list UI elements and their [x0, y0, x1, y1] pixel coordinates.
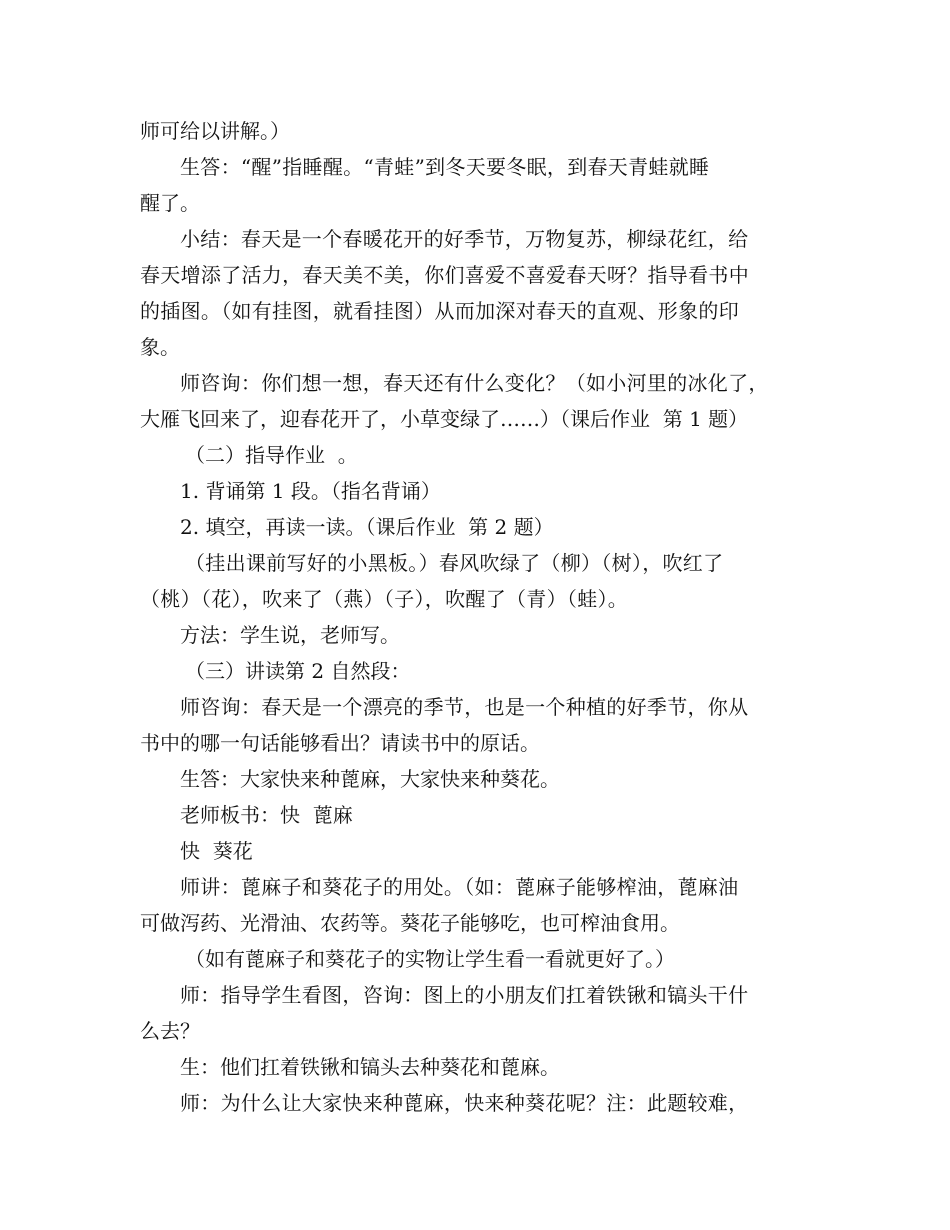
- paragraph-line: 师：为什么让大家快来种蓖麻，快来种葵花呢？注：此题较难，: [180, 1091, 749, 1115]
- paragraph-line: 师咨询：春天是一个漂亮的季节，也是一个种植的好季节，你从: [180, 695, 749, 719]
- paragraph-line: 师：指导学生看图，咨询：图上的小朋友们扛着铁锹和镐头干什: [180, 983, 749, 1007]
- paragraph-line: 春天增添了活力，春天美不美，你们喜爱不喜爱春天呀？指导看书中: [140, 263, 749, 287]
- paragraph-line: 2. 填空，再读一读。（课后作业 第 2 题）: [180, 515, 554, 539]
- paragraph-line: 生答：“醒”指睡醒。“青蛙”到冬天要冬眠，到春天青蛙就睡: [180, 155, 710, 179]
- paragraph-line: 1. 背诵第 1 段。（指名背诵）: [180, 479, 441, 503]
- section-heading: （三）讲读第 2 自然段：: [185, 659, 411, 683]
- paragraph-line: 生：他们扛着铁锹和镐头去种葵花和蓖麻。: [180, 1055, 560, 1079]
- paragraph-line: 方法：学生说，老师写。: [180, 623, 400, 647]
- section-heading: （二）指导作业 。: [185, 443, 358, 467]
- paragraph-line: 师可给以讲解。）: [140, 119, 290, 143]
- paragraph-line: 书中的哪一句话能够看出？请读书中的原话。: [140, 731, 540, 755]
- paragraph-line: 可做泻药、光滑油、农药等。葵花子能够吃，也可榨油食用。: [140, 911, 680, 935]
- document-body: [140, 113, 810, 1121]
- paragraph-line: 小结：春天是一个春暖花开的好季节，万物复苏，柳绿花红，给: [180, 227, 749, 251]
- paragraph-line: （桃）（花），吹来了（燕）（子），吹醒了（青）（蛙）。: [140, 587, 629, 611]
- paragraph-line: 的插图。（如有挂图，就看挂图）从而加深对春天的直观、形象的印: [140, 299, 739, 323]
- paragraph-line: 么去？: [140, 1019, 200, 1043]
- paragraph-line: 醒了。: [140, 191, 200, 215]
- paragraph-line: 师讲：蓖麻子和葵花子的用处。（如：蓖麻子能够榨油，蓖麻油: [180, 875, 739, 899]
- paragraph-line: （如有蓖麻子和葵花子的实物让学生看一看就更好了。）: [185, 947, 675, 971]
- paragraph-line: 生答：大家快来种蓖麻，大家快来种葵花。: [180, 767, 560, 791]
- paragraph-line: 师咨询：你们想一想，春天还有什么变化？（如小河里的冰化了，: [180, 371, 769, 395]
- paragraph-line: 大雁飞回来了，迎春花开了，小草变绿了……）（课后作业 第 1 题）: [140, 407, 749, 431]
- paragraph-line: 老师板书：快 蓖麻: [180, 803, 353, 827]
- paragraph-line: 快 葵花: [180, 839, 253, 863]
- paragraph-line: 象。: [140, 335, 180, 359]
- paragraph-line: （挂出课前写好的小黑板。）春风吹绿了（柳）（树），吹红了: [185, 551, 724, 575]
